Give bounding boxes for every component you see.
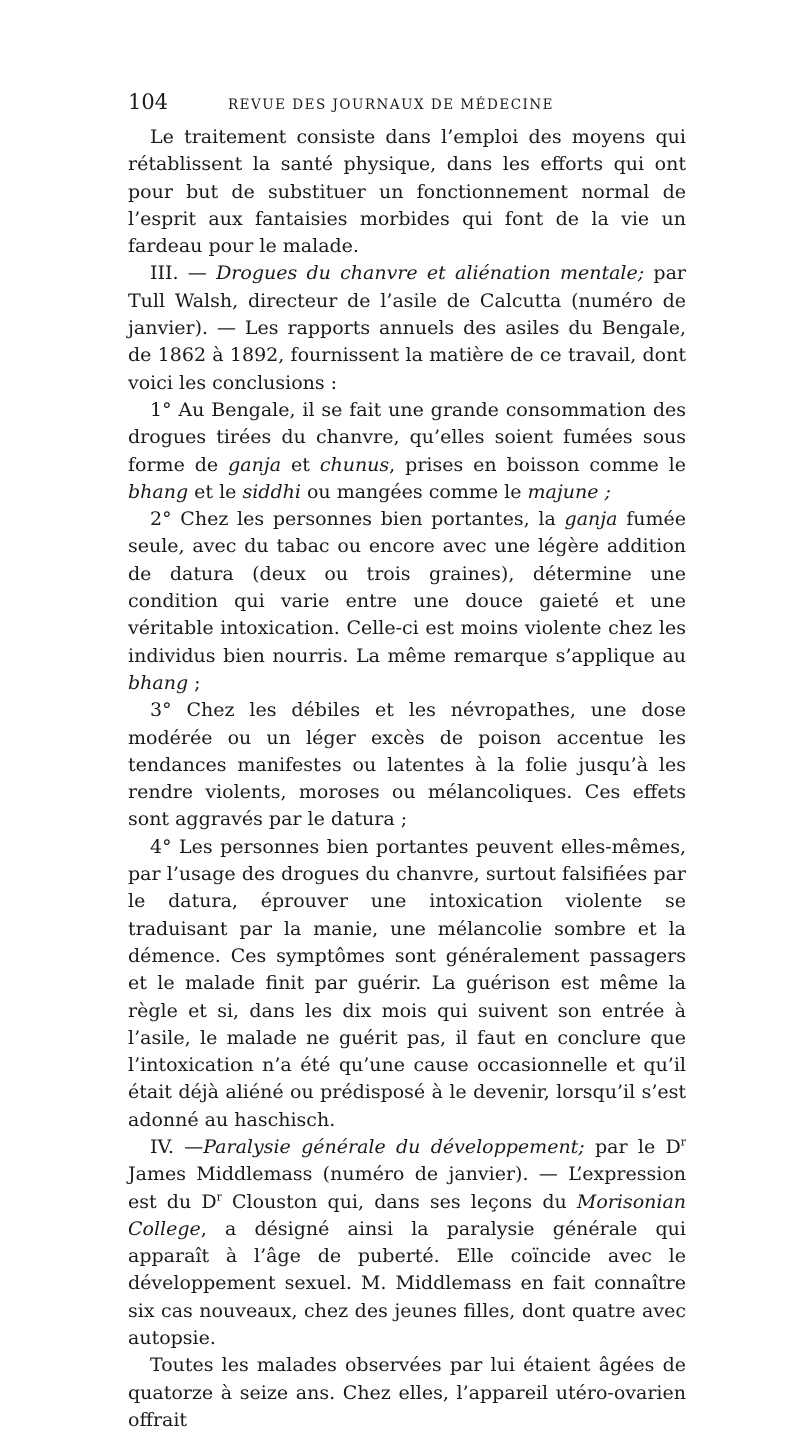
conclusion-text: et — [281, 453, 320, 476]
conclusion-text: 1° Au Bengale, il se fait une grande consommation des drogues tirées du chanvre, qu’elles soient fumées sous forme de — [128, 398, 686, 476]
paragraph-section-iv — [128, 1134, 686, 1352]
conclusion-4: 4° Les personnes bien portantes peuvent elles-mêmes, par l’usage des drogues du chanvre, surtout falsifiées par le datura, éprouver une intoxication violente se traduisant par la manie, une mélancolie sombre et la démence. Ces symptômes sont généralement passagers et le malade finit par guérir. La guérison est même la règle et si, dans les dix mois qui suivent son entrée à l’asile, le malade ne guérit pas, il faut en conclure que l’intoxication n’a été qu’une cause occasionnelle et qu’il était déjà aliéné ou prédisposé à le devenir, lorsqu’il s’est adonné au haschisch. — [128, 835, 686, 1131]
paragraph-treatment: Le traitement consiste dans l’emploi des moyens qui rétablissent la santé physique, dans les efforts qui ont pour but de substituer un fonctionnement normal de l’esprit aux fantaisies morbides qui font de la vie un fardeau pour le malade. — [128, 126, 686, 258]
conclusion-text: ou mangées comme le — [300, 480, 528, 503]
superscript: r — [216, 1190, 222, 1204]
section-text: par le D — [584, 1135, 681, 1158]
running-title: REVUE DES JOURNAUX DE MÉDECINE — [228, 97, 555, 113]
term-ganja: ganja — [564, 508, 618, 531]
term-bhang: bhang — [128, 671, 189, 694]
paragraph-section-iii — [128, 260, 686, 396]
section-text: James Middlemass (numéro de janvier). — L’expression est du D — [128, 1163, 686, 1213]
section-text: par Tull Walsh, directeur de l’asile de Calcutta (numéro de janvier). — Les rapports annuels des asiles du Bengale, de 1862 à 1892, fournissent la matière de ce travail, dont voici les conclusions : — [128, 262, 686, 394]
paragraph-observations: Toutes les malades observées par lui étaient âgées de quatorze à seize ans. Chez elles, l’appareil utéro-ovarien offrait — [128, 1354, 686, 1431]
term-siddhi: siddhi — [242, 480, 301, 503]
conclusion-text: ; — [188, 671, 201, 694]
term-bhang: bhang — [128, 480, 189, 503]
conclusion-text: et le — [188, 480, 243, 503]
section-title: Drogues du chanvre et aliénation mentale; — [216, 262, 645, 285]
conclusion-text: , prises en boisson comme le — [389, 453, 686, 476]
college-name: Morisonian College — [128, 1190, 687, 1240]
conclusion-1 — [128, 397, 686, 506]
conclusion-3: 3° Chez les débiles et les névropathes, une dose modérée ou un léger excès de poison accentue les tendances manifestes ou latentes à la folie jusqu’à les rendre violents, moroses ou mélancoliques. Ces effets sont aggravés par le datura ; — [128, 699, 686, 831]
term-majune: majune ; — [527, 480, 611, 503]
section-number: IV. — — [150, 1135, 204, 1158]
body-text — [128, 124, 686, 1434]
term-ganja: ganja — [228, 453, 282, 476]
page-header — [128, 90, 684, 120]
conclusion-text: fumée seule, avec du tabac ou encore avec une légère addition de datura (deux ou trois graines), détermine une condition qui varie entre une douce gaieté et une véritable intoxication. Celle-ci est moins violente chez les individus bien nourris. La même remarque s’applique au — [128, 508, 686, 667]
term-chunus: chunus — [319, 453, 390, 476]
section-text: Clouston qui, dans ses leçons du — [221, 1190, 577, 1213]
superscript: r — [680, 1135, 687, 1149]
section-text: , a désigné ainsi la paralysie générale qui apparaît à l’âge de puberté. Elle coïncide avec le développement sexuel. M. Middlemass en fait connaître six cas nouveaux, chez des jeunes filles, dont quatre avec autopsie. — [128, 1217, 686, 1350]
page-number: 104 — [128, 90, 169, 114]
section-number: III. — — [150, 262, 217, 285]
section-title: Paralysie générale du développement; — [203, 1135, 585, 1158]
conclusion-text: 2° Chez les personnes bien portantes, la — [150, 508, 565, 531]
conclusion-2 — [128, 506, 686, 697]
